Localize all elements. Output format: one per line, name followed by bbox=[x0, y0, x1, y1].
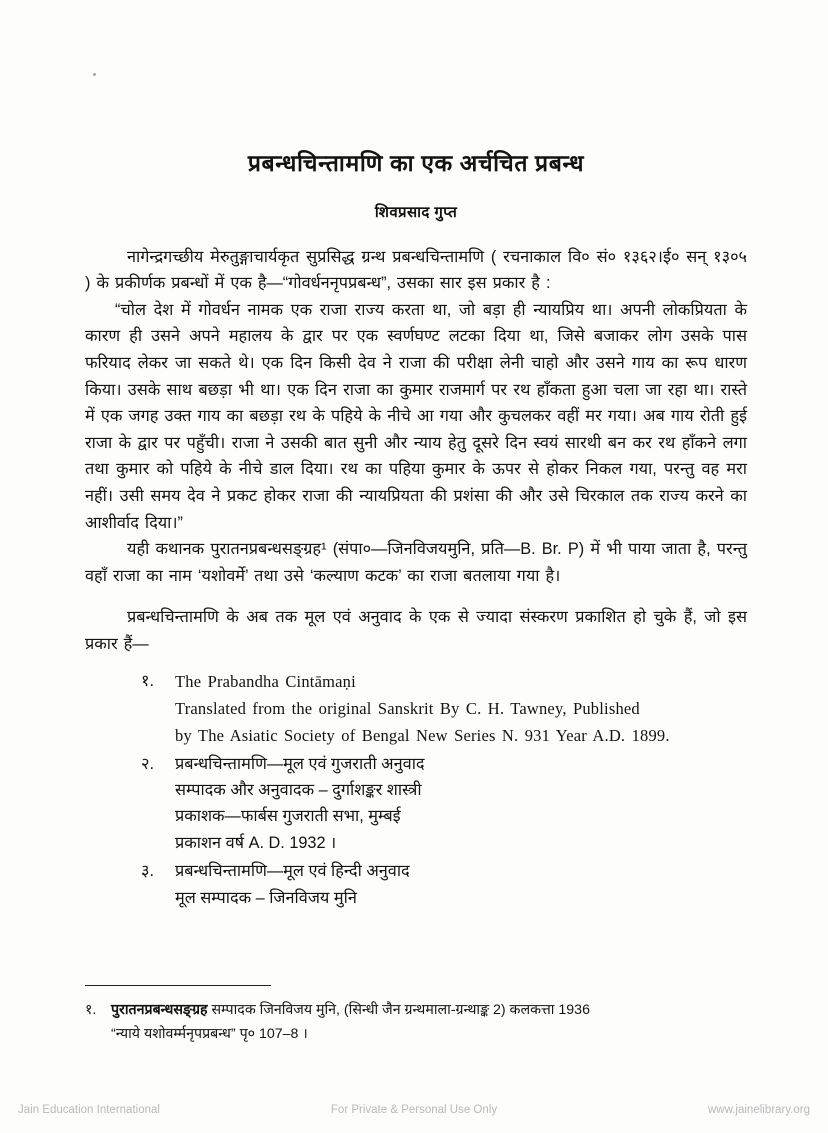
list-item-marker: ३. bbox=[141, 862, 154, 881]
list-item-marker: १. bbox=[141, 671, 154, 690]
page-footer bbox=[0, 1087, 828, 1133]
page-content bbox=[85, 0, 747, 911]
list-item-line: प्रकाशन वर्ष A. D. 1932 । bbox=[175, 833, 337, 852]
footer-center-text: For Private & Personal Use Only bbox=[330, 1104, 498, 1116]
list-item-line: प्रबन्धचिन्तामणि—मूल एवं गुजराती अनुवाद bbox=[175, 754, 425, 773]
footnote-title: पुरातनप्रबन्धसङ्ग्रह bbox=[111, 1002, 208, 1018]
footnote-marker: १. bbox=[85, 1002, 97, 1018]
list-item-line: by The Asiatic Society of Bengal New Series N. 931 Year A.D. 1899. bbox=[175, 725, 670, 745]
list-item-line: सम्पादक और अनुवादक – दुर्गाशङ्कर शास्त्री bbox=[175, 780, 422, 799]
body-text bbox=[85, 244, 747, 911]
footer-right-link[interactable]: www.jainelibrary.org bbox=[707, 1104, 810, 1116]
paragraph-story: “चोल देश में गोवर्धन नामक एक राजा राज्य करता था, जो बड़ा ही न्यायप्रिय था। अपनी लोकप्रियता के कारण ही उसने अपने महालय के द्वार पर एक स्वर्णघण्ट लटका दिया था, जिसे बजाकर लोग उसके पास फरियाद लेकर जा सकते थे। एक दिन किसी देव ने राजा की परीक्षा लेनी चाहो और उसने गाय का रूप धारण किया। उसके साथ बछड़ा भी था। एक दिन राजा का कुमार राजमार्ग पर रथ हाँकता हुआ चला जा रहा था। रास्ते में एक जगह उक्त गाय का बछड़ा रथ के पहिये के नीचे आ गया और कुचलकर वहीं मर गया। अब गाय रोती हुई राजा के द्वार पर पहुँची। राजा ने उसकी बात सुनी और न्याय हेतु दूसरे दिन स्वयं सारथी बन कर रथ हाँकने लगा तथा कुमार को पहिये के नीचे डाल दिया। रथ का पहिया कुमार के ऊपर से होकर निकल गया, परन्तु वह मरा नहीं। उसी समय देव ने प्रकट होकर राजा की न्यायप्रियता की प्रशंसा की और उसे चिरकाल तक राज्य करने का आशीर्वाद दिया।” bbox=[85, 300, 747, 532]
list-item-line: प्रबन्धचिन्तामणि—मूल एवं हिन्दी अनुवाद bbox=[175, 862, 410, 881]
list-item bbox=[85, 751, 747, 857]
list-item-body bbox=[175, 668, 747, 749]
footnote-1 bbox=[85, 998, 747, 1046]
quoted-story-block bbox=[85, 297, 747, 536]
list-item-marker: २. bbox=[141, 754, 154, 773]
footnote-line-1 bbox=[111, 998, 747, 1022]
page-title: प्रबन्धचिन्तामणि का एक अर्चचित प्रबन्ध bbox=[247, 150, 585, 176]
footnote-area bbox=[85, 985, 747, 1046]
paragraph-editions-lead: प्रबन्धचिन्तामणि के अब तक मूल एवं अनुवाद के एक से ज्यादा संस्करण प्रकाशित हो चुके हैं, जो इस प्रकार हैं— bbox=[85, 608, 747, 653]
footnote-line-1-rest: सम्पादक जिनविजय मुनि, (सिन्धी जैन ग्रन्थमाला-ग्रन्थाङ्क 2) कलकत्ता 1936 bbox=[207, 1002, 590, 1018]
list-item-line: Translated from the original Sanskrit By C. H. Tawney, Published bbox=[175, 698, 640, 718]
list-item bbox=[85, 668, 747, 749]
footer-left-text: Jain Education International bbox=[18, 1104, 160, 1116]
list-item-line: मूल सम्पादक – जिनविजय मुनि bbox=[175, 888, 357, 907]
paragraph-intro: नागेन्द्रगच्छीय मेरुतुङ्गाचार्यकृत सुप्रसिद्ध ग्रन्थ प्रबन्धचिन्तामणि ( रचनाकाल वि० सं० १३६२।ई० सन् १३०५ ) के प्रकीर्णक प्रबन्धों में एक है—“गोवर्धननृपप्रबन्ध”, उसका सार इस प्रकार है : bbox=[85, 247, 747, 293]
list-item-body bbox=[175, 751, 747, 857]
footnote-line-2: “न्याये यशोवर्म्मनृपप्रबन्ध” पृ० 107–8 । bbox=[111, 1026, 308, 1042]
paragraph-variant: यही कथानक पुरातनप्रबन्धसङ्ग्रह¹ (संपा०—जिनविजयमुनि, प्रति—B. Br. P) में भी पाया जाता है, परन्तु वहाँ राजा का नाम ‘यशोवर्मे’ तथा उसे ‘कल्याण कटक’ का राजा बतलाया गया है। bbox=[85, 540, 747, 585]
footnote-body bbox=[111, 998, 747, 1046]
footnote-separator bbox=[85, 985, 271, 986]
list-item-line: प्रकाशक—फार्बस गुजराती सभा, मुम्बई bbox=[175, 807, 401, 826]
author-byline: शिवप्रसाद गुप्त bbox=[374, 203, 458, 221]
editions-list bbox=[85, 668, 747, 911]
list-item-line: The Prabandha Cintāmaṇi bbox=[175, 671, 356, 691]
list-item bbox=[85, 858, 747, 911]
list-item-body bbox=[175, 858, 747, 911]
